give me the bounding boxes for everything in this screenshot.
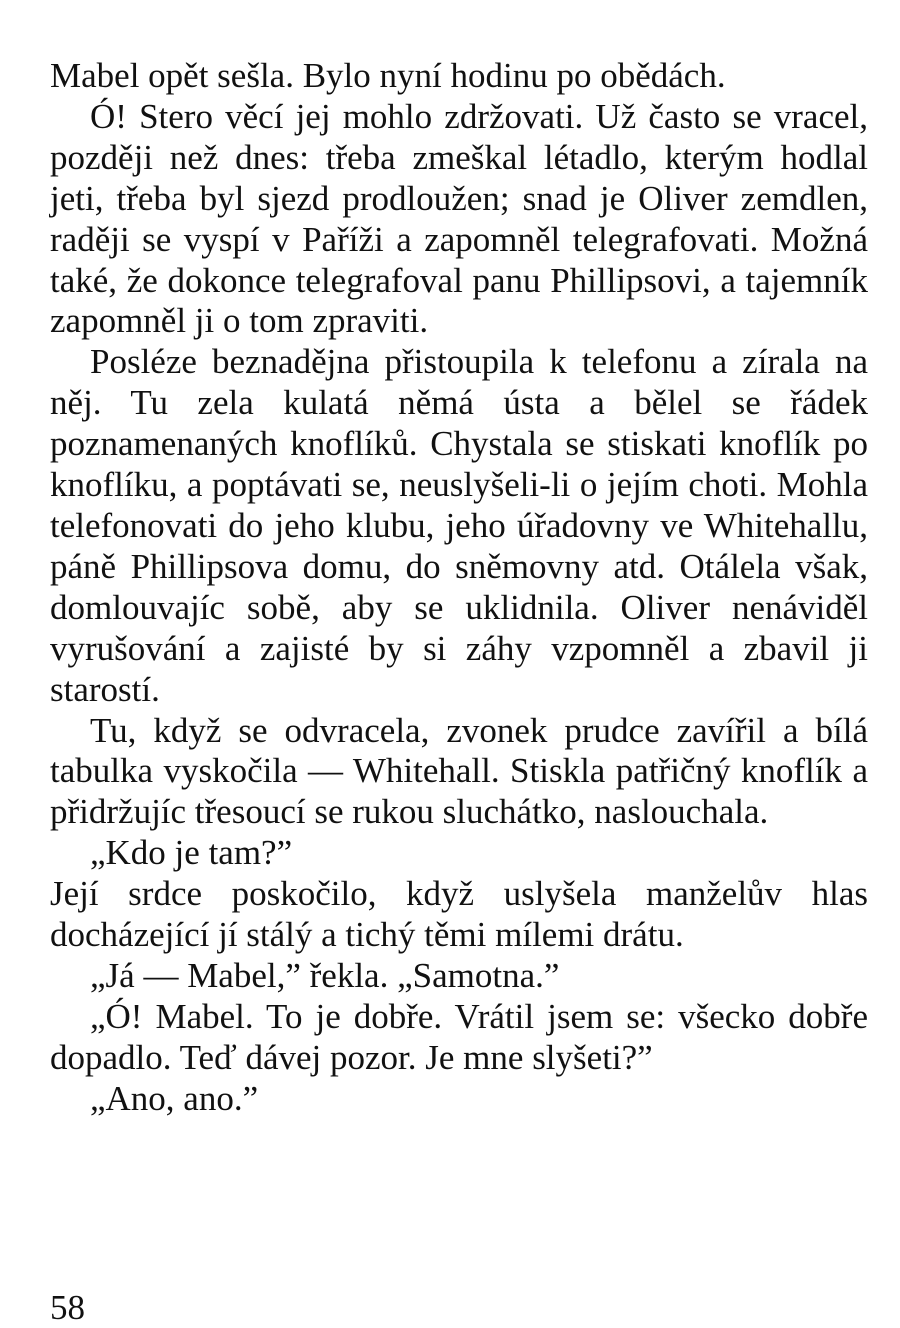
- paragraph: Posléze beznadějna přistoupila k telefonu a zírala na něj. Tu zela kulatá němá ústa a bělel se řádek poznamenaných knoflíků. Chystala se stiskati knoflík po knoflíku, a poptávati se, neuslyšeli-li o jejím choti. Mohla telefonovati do jeho klubu, jeho úřadovny ve Whitehallu, páně Phillipsova domu, do sněmovny atd. Otálela však, domlouvajíc sobě, aby se uklidnila. Oliver nenáviděl vyrušování a zajisté by si záhy vzpomněl a zbavil ji starostí.: [50, 342, 868, 709]
- paragraph: Její srdce poskočilo, když uslyšela manželův hlas docházející jí stálý a tichý těmi mílemi drátu.: [50, 874, 868, 955]
- paragraph: Mabel opět sešla. Bylo nyní hodinu po obědách.: [50, 56, 726, 95]
- paragraph: „Ó! Mabel. To je dobře. Vrátil jsem se: všecko dobře dopadlo. Teď dávej pozor. Je mne slyšeti?”: [50, 996, 868, 1077]
- paragraph: „Já — Mabel,” řekla. „Samotna.”: [90, 955, 560, 995]
- paragraph: „Kdo je tam?”: [90, 833, 293, 873]
- book-page-text: [50, 56, 868, 1120]
- paragraph: Tu, když se odvracela, zvonek prudce zavířil a bílá tabulka vyskočila — Whitehall. Stiskla patřičný knoflík a přidržujíc třesoucí se rukou sluchátko, naslouchala.: [50, 710, 868, 832]
- paragraph: Ó! Stero věcí jej mohlo zdržovati. Už často se vracel, později než dnes: třeba zmeškal létadlo, kterým hodlal jeti, třeba byl sjezd prodloužen; snad je Oliver zemdlen, raději se vyspí v Paříži a zapomněl telegrafovati. Možná také, že dokonce telegrafoval panu Phillipsovi, a tajemník zapomněl ji o tom zpraviti.: [50, 96, 868, 341]
- paragraph: „Ano, ano.”: [90, 1078, 259, 1118]
- page-number: 58: [50, 1288, 85, 1327]
